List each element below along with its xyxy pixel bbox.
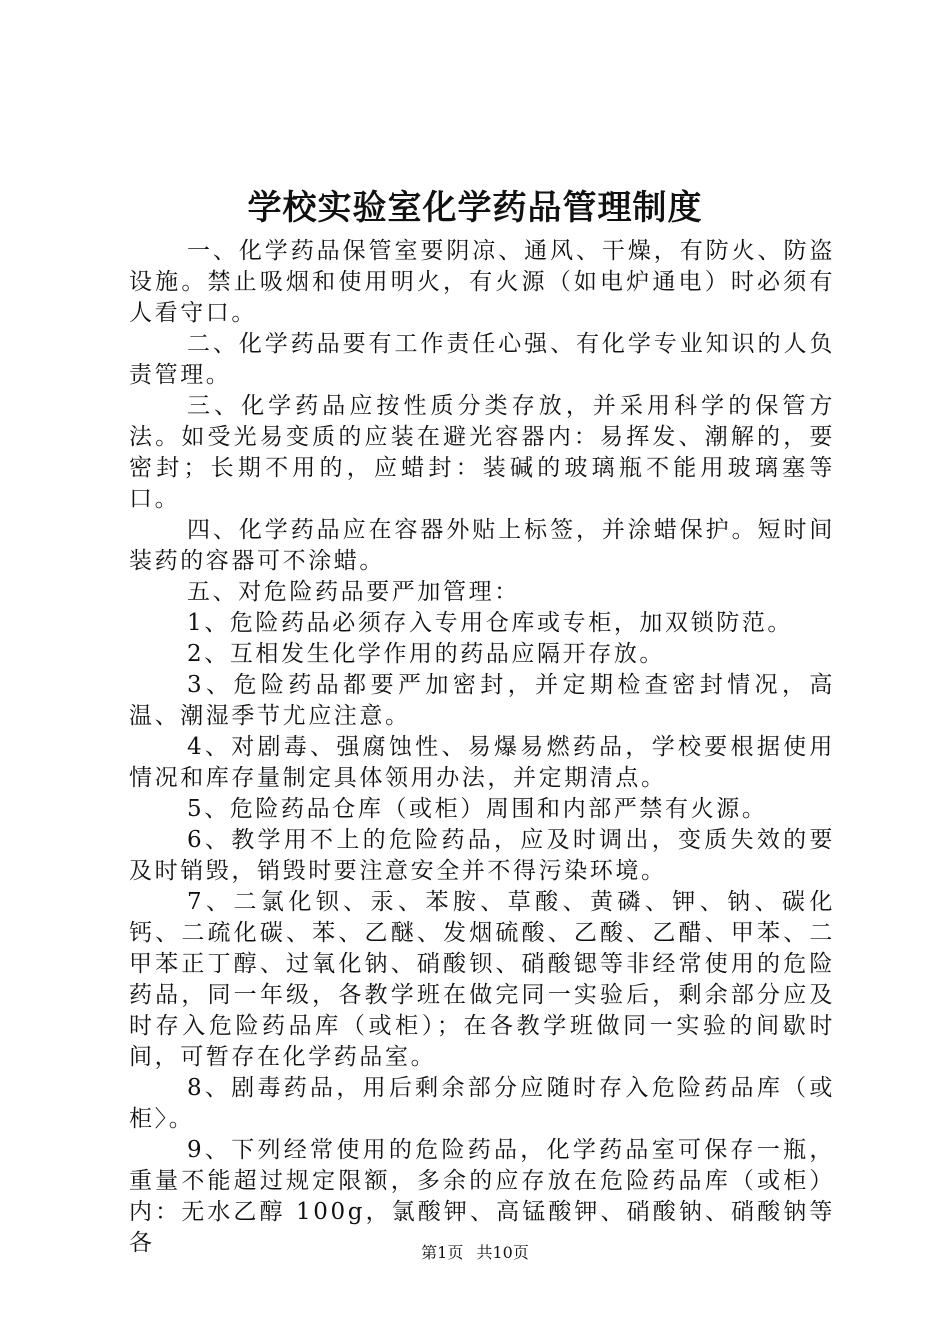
paragraph: 三、化学药品应按性质分类存放，并采用科学的保管方法。如受光易变质的应装在避光容器内：易挥发、潮解的，要密封；长期不用的，应蜡封：装碱的玻璃瓶不能用玻璃塞等口。: [129, 393, 835, 512]
list-item: 6、教学用不上的危险药品，应及时调出，变质失效的要及时销毁，销毁时要注意安全并不得污染环境。: [129, 827, 835, 884]
document-title: 学校实验室化学药品管理制度: [247, 188, 703, 228]
paragraph: 一、化学药品保管室要阴凉、通风、干燥，有防火、防盗设施。禁止吸烟和使用明火，有火源（如电炉通电）时必须有人看守口。: [129, 238, 835, 326]
document-body: [129, 236, 835, 1259]
list-item: 3、危险药品都要严加密封，并定期检查密封情况，高温、潮湿季节尤应注意。: [129, 672, 835, 729]
page-number: 第1页: [421, 1243, 464, 1262]
list-item: 5、危险药品仓库（或柜）周围和内部严禁有火源。: [187, 796, 768, 822]
paragraph: 五、对危险药品要严加管理：: [187, 579, 520, 605]
paragraph: 二、化学药品要有工作责任心强、有化学专业知识的人负责管理。: [129, 331, 835, 388]
paragraph: 四、化学药品应在容器外贴上标签，并涂蜡保护。短时间装药的容器可不涂蜡。: [129, 517, 835, 574]
page-footer: [0, 1241, 950, 1265]
list-item: 8、剧毒药品，用后剩余部分应随时存入危险药品库（或柜〉。: [129, 1075, 835, 1132]
list-item: 4、对剧毒、强腐蚀性、易爆易燃药品，学校要根据使用情况和库存量制定具体领用办法，并定期清点。: [129, 734, 835, 791]
list-item: 1、危险药品必须存入专用仓库或专柜，加双锁防范。: [187, 610, 794, 636]
list-item: 7、二氯化钡、汞、苯胺、草酸、黄磷、钾、钠、碳化钙、二疏化碳、苯、乙醚、发烟硫酸、乙酸、乙醋、甲苯、二甲苯正丁醇、过氧化钠、硝酸钡、硝酸锶等非经常使用的危险药品，同一年级，各教学班在做完同一实验后，剩余部分应及时存入危险药品库（或柜）；在各教学班做同一实验的间歇时间，可暂存在化学药品室。: [129, 889, 835, 1070]
list-item: 2、互相发生化学作用的药品应隔开存放。: [187, 641, 666, 667]
list-item: 9、下列经常使用的危险药品，化学药品室可保存一瓶，重量不能超过规定限额，多余的应存放在危险药品库（或柜）内：无水乙醇 100g，氯酸钾、高锰酸钾、硝酸钠、硝酸钠等各: [129, 1137, 835, 1256]
page-total: 共10页: [476, 1243, 529, 1262]
